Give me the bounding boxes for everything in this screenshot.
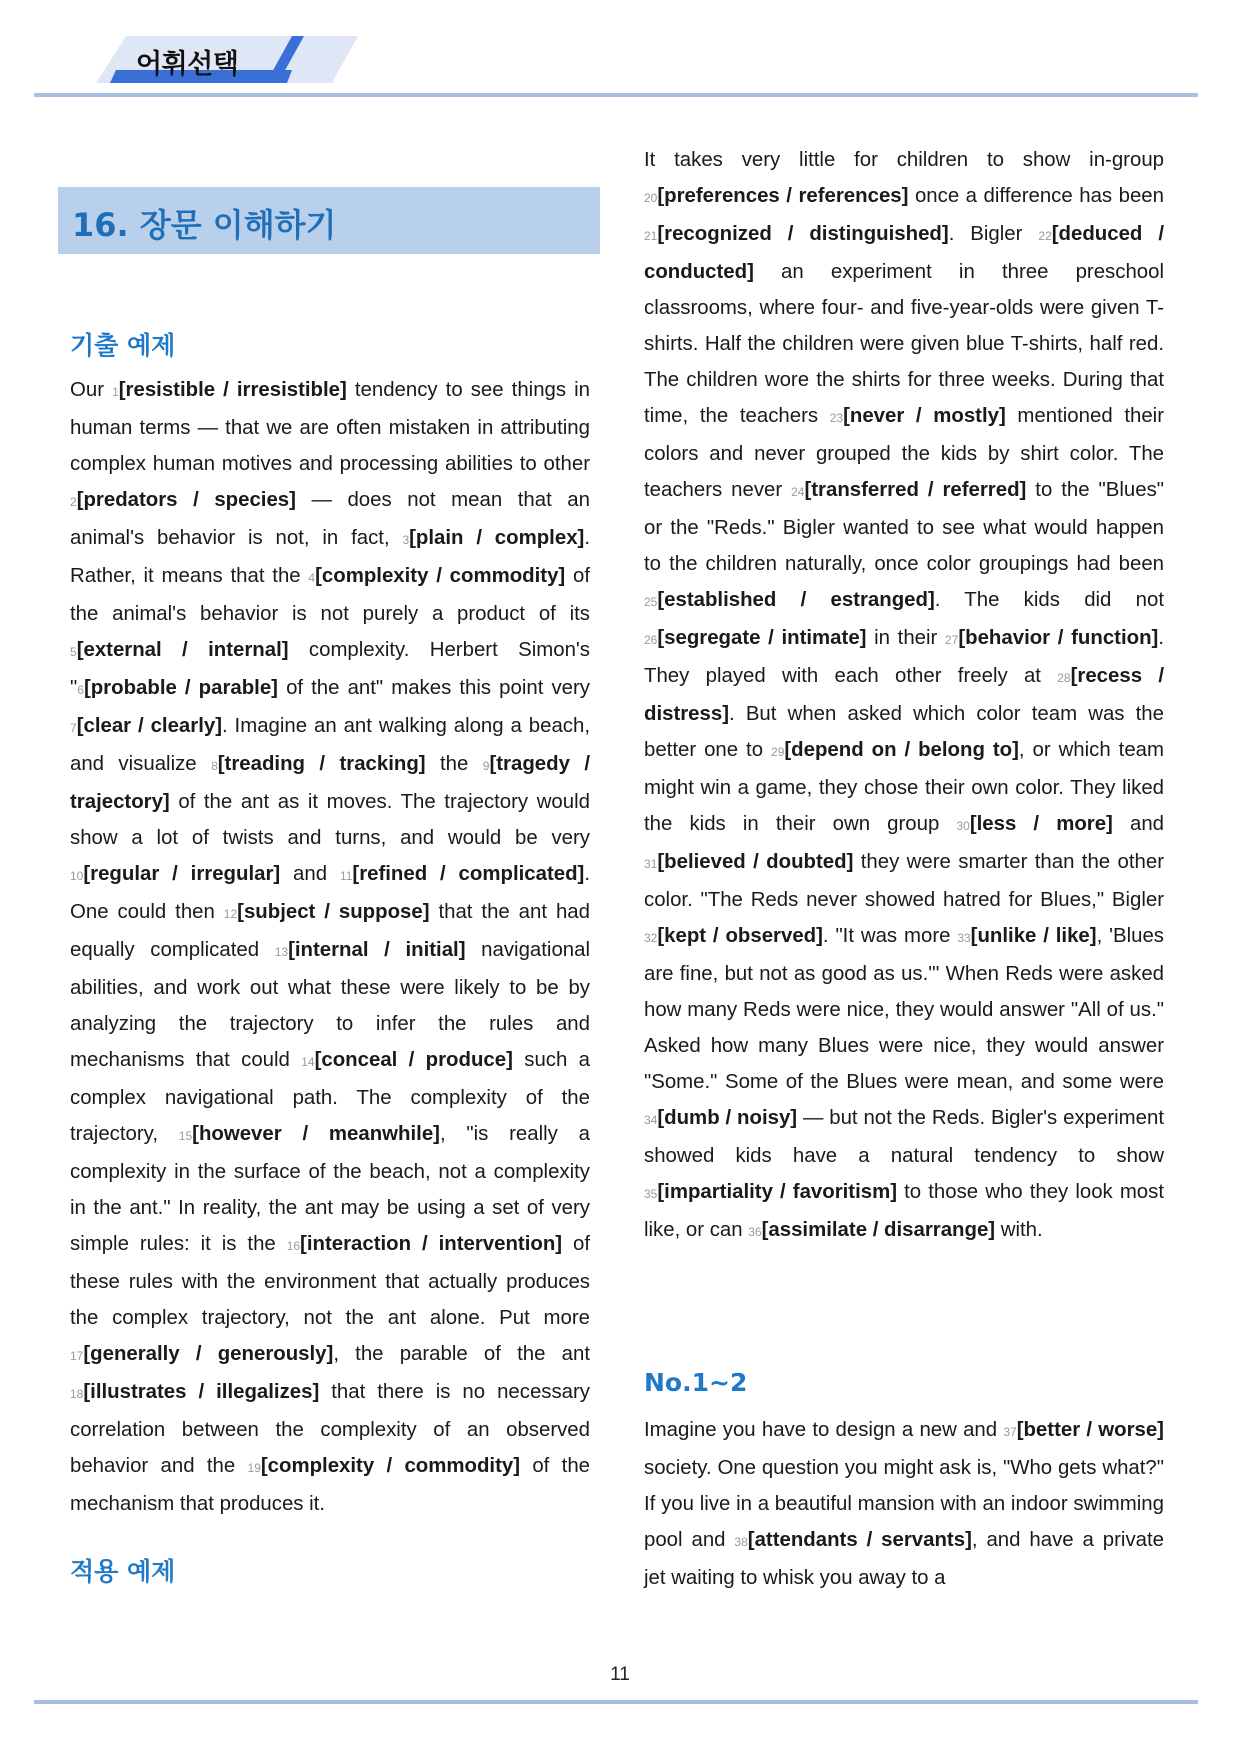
- vocab-choice: [clear / clearly]: [76, 715, 222, 737]
- item-number: 24: [791, 485, 805, 499]
- vocab-choice: [depend on / belong to]: [784, 739, 1019, 761]
- vocab-choice: [kept / observed]: [657, 925, 823, 947]
- item-number: 6: [77, 683, 84, 697]
- item-number: 19: [247, 1461, 261, 1475]
- item-number: 34: [644, 1113, 658, 1127]
- vocab-choice: [impartiality / favoritism]: [657, 1181, 898, 1203]
- vocab-choice: [subject / suppose]: [237, 901, 430, 923]
- page-number: 11: [610, 1664, 630, 1685]
- vocab-choice: [better / worse]: [1016, 1419, 1164, 1441]
- item-number: 33: [957, 931, 971, 945]
- vocab-choice: [less / more]: [969, 813, 1113, 835]
- section-title: 16. 장문 이해하기: [72, 206, 337, 244]
- vocab-choice: [segregate / intimate]: [657, 627, 867, 649]
- passage-past-example: Our 1[resistible / irresistible] tendency to see things in human terms — that we are often mistaken in attributing complex human motives and processing abilities to other 2[predators / species] — does not mean that an animal's behavior is not, in fact, 3[plain / complex]. Rather, it means that the 4[complexity / commodity] of the animal's behavior is not purely a product of its 5[external / internal] complexity. Herbert Simon's "6[probable / parable] of the ant" makes this point very 7[clear / clearly]. Imagine an ant walking along a beach, and visualize 8[treading / tracking] the 9[tragedy / trajectory] of the ant as it moves. The trajectory would show a lot of twists and turns, and would be very 10[regular / irregular] and 11[refined / complicated]. One could then 12[subject / suppose] that the ant had equally complicated 13[internal / initial] navigational abilities, and work out what these were likely to be by analyzing the trajectory to infer the rules and mechanisms that could 14[conceal / produce] such a complex navigational path. The complexity of the trajectory, 15[however / meanwhile], "is really a complexity in the surface of the beach, not a complexity in the ant." In reality, the ant may be using a set of very simple rules: it is the 16[interaction / intervention] of these rules with the environment that actually produces the complex trajectory, not the ant alone. Put more 17[generally / generously], the parable of the ant 18[illustrates / illegalizes] that there is no necessary correlation between the complexity of an observed behavior and the 19[complexity / commodity] of the mechanism that produces it.: [70, 379, 591, 1515]
- item-number: 11: [339, 869, 353, 883]
- vocab-choice: [conceal / produce]: [314, 1049, 513, 1071]
- vocab-choice: [behavior / function]: [958, 627, 1159, 649]
- item-number: 1: [112, 385, 119, 399]
- item-number: 22: [1038, 229, 1052, 243]
- heading-past-example: 기출 예제: [70, 331, 176, 360]
- item-number: 16: [286, 1239, 301, 1253]
- item-number: 13: [274, 945, 289, 959]
- item-number: 35: [644, 1187, 658, 1201]
- item-number: 2: [70, 495, 77, 509]
- item-number: 14: [301, 1055, 315, 1069]
- vocab-choice: [assimilate / disarrange]: [761, 1219, 996, 1241]
- item-number: 15: [178, 1129, 193, 1143]
- item-number: 38: [734, 1535, 748, 1549]
- item-number: 28: [1057, 671, 1071, 685]
- passage-in-group-preference: It takes very little for children to show in-group 20[preferences / references] once a difference has been 21[recognized / distinguished]. Bigler 22[deduced / conducted] an experiment in three preschool classrooms, where four- and five-year-olds were given T-shirts. Half the children were given blue T-shirts, half red. The children wore the shirts for three weeks. During that time, the teachers 23[never / mostly] mentioned their colors and never grouped the kids by shirt color. The teachers never 24[transferred / referred] to the "Blues" or the "Reds." Bigler wanted to see what would happen to the children naturally, once color groupings had been 25[established / estranged]. The kids did not 26[segregate / intimate] in their 27[behavior / function]. They played with each other freely at 28[recess / distress]. But when asked which color team was the better one to 29[depend on / belong to], or which team might win a game, they chose their own color. They liked the kids in their own group 30[less / more] and 31[believed / doubted] they were smarter than the other color. "The Reds never showed hatred for Blues," Bigler 32[kept / observed]. "It was more 33[unlike / like], 'Blues are fine, but not as good as us.'" When Reds were asked how many Reds were nice, they would answer "All of us." Asked how many Blues were nice, they would answer "Some." Some of the Blues were mean, and some were 34[dumb / noisy] — but not the Reds. Bigler's experiment showed kids have a natural tendency to show 35[impartiality / favoritism] to those who they look most like, or can 36[assimilate / disarrange] with.: [644, 149, 1165, 1241]
- vocab-choice: [recognized / distinguished]: [657, 223, 949, 245]
- item-number: 21: [644, 229, 658, 243]
- item-number: 5: [70, 645, 77, 659]
- item-number: 36: [748, 1225, 762, 1239]
- vocab-choice: [predators / species]: [76, 489, 296, 511]
- heading-applied-example: 적용 예제: [70, 1557, 176, 1586]
- item-number: 25: [644, 595, 658, 609]
- vocab-choice: [preferences / references]: [657, 185, 909, 207]
- vocab-choice: [tragedy / trajectory]: [70, 753, 590, 813]
- item-number: 4: [308, 571, 316, 585]
- vocab-choice: [internal / initial]: [288, 939, 466, 961]
- item-number: 26: [644, 633, 658, 647]
- vocab-choice: [complexity / commodity]: [315, 565, 566, 587]
- vocab-choice: [interaction / intervention]: [300, 1233, 563, 1255]
- header-tab: [96, 36, 358, 83]
- vocab-choice: [external / internal]: [76, 639, 289, 661]
- vocab-choice: [plain / complex]: [409, 527, 585, 549]
- item-number: 7: [70, 721, 77, 735]
- vocab-choice: [refined / complicated]: [352, 863, 585, 885]
- item-number: 10: [70, 869, 84, 883]
- vocab-choice: [complexity / commodity]: [260, 1455, 521, 1477]
- item-number: 32: [644, 931, 658, 945]
- vocab-choice: [recess / distress]: [644, 665, 1164, 725]
- vocab-choice: [however / meanwhile]: [192, 1123, 440, 1145]
- footer-divider: [34, 1700, 1198, 1704]
- vocab-choice: [transferred / referred]: [804, 479, 1027, 501]
- vocab-choice: [illustrates / illegalizes]: [83, 1381, 320, 1403]
- vocab-choice: [regular / irregular]: [83, 863, 281, 885]
- item-number: 12: [223, 907, 238, 921]
- item-number: 17: [70, 1349, 84, 1363]
- section-title-banner: [58, 187, 600, 254]
- item-number: 27: [944, 633, 959, 647]
- item-number: 29: [771, 745, 785, 759]
- vocab-choice: [probable / parable]: [83, 677, 278, 699]
- item-number: 20: [644, 191, 658, 205]
- vocab-choice: [generally / generously]: [83, 1343, 334, 1365]
- vocab-choice: [dumb / noisy]: [657, 1107, 798, 1129]
- header-divider: [34, 93, 1198, 97]
- header-title: 어휘선택: [136, 49, 239, 80]
- vocab-choice: [believed / doubted]: [657, 851, 854, 873]
- item-number: 37: [1003, 1425, 1017, 1439]
- vocab-choice: [established / estranged]: [657, 589, 935, 611]
- item-number: 8: [211, 759, 218, 773]
- vocab-choice: [resistible / irresistible]: [118, 379, 347, 401]
- item-number: 18: [70, 1387, 84, 1401]
- item-number: 23: [829, 411, 844, 425]
- item-number: 9: [482, 759, 490, 773]
- vocab-choice: [unlike / like]: [970, 925, 1097, 947]
- passage-new-society: Imagine you have to design a new and 37[better / worse] society. One question you might ask is, "Who gets what?" If you live in a beautiful mansion with an indoor swimming pool and 38[attendants / servants], and have a private jet waiting to whisk you away to a: [644, 1419, 1164, 1589]
- heading-question-range: No.1~2: [644, 1368, 748, 1397]
- vocab-choice: [deduced / conducted]: [644, 223, 1164, 283]
- item-number: 30: [956, 819, 970, 833]
- vocab-choice: [treading / tracking]: [217, 753, 426, 775]
- item-number: 3: [402, 533, 410, 547]
- vocab-choice: [attendants / servants]: [747, 1529, 972, 1551]
- item-number: 31: [644, 857, 658, 871]
- vocab-choice: [never / mostly]: [843, 405, 1006, 427]
